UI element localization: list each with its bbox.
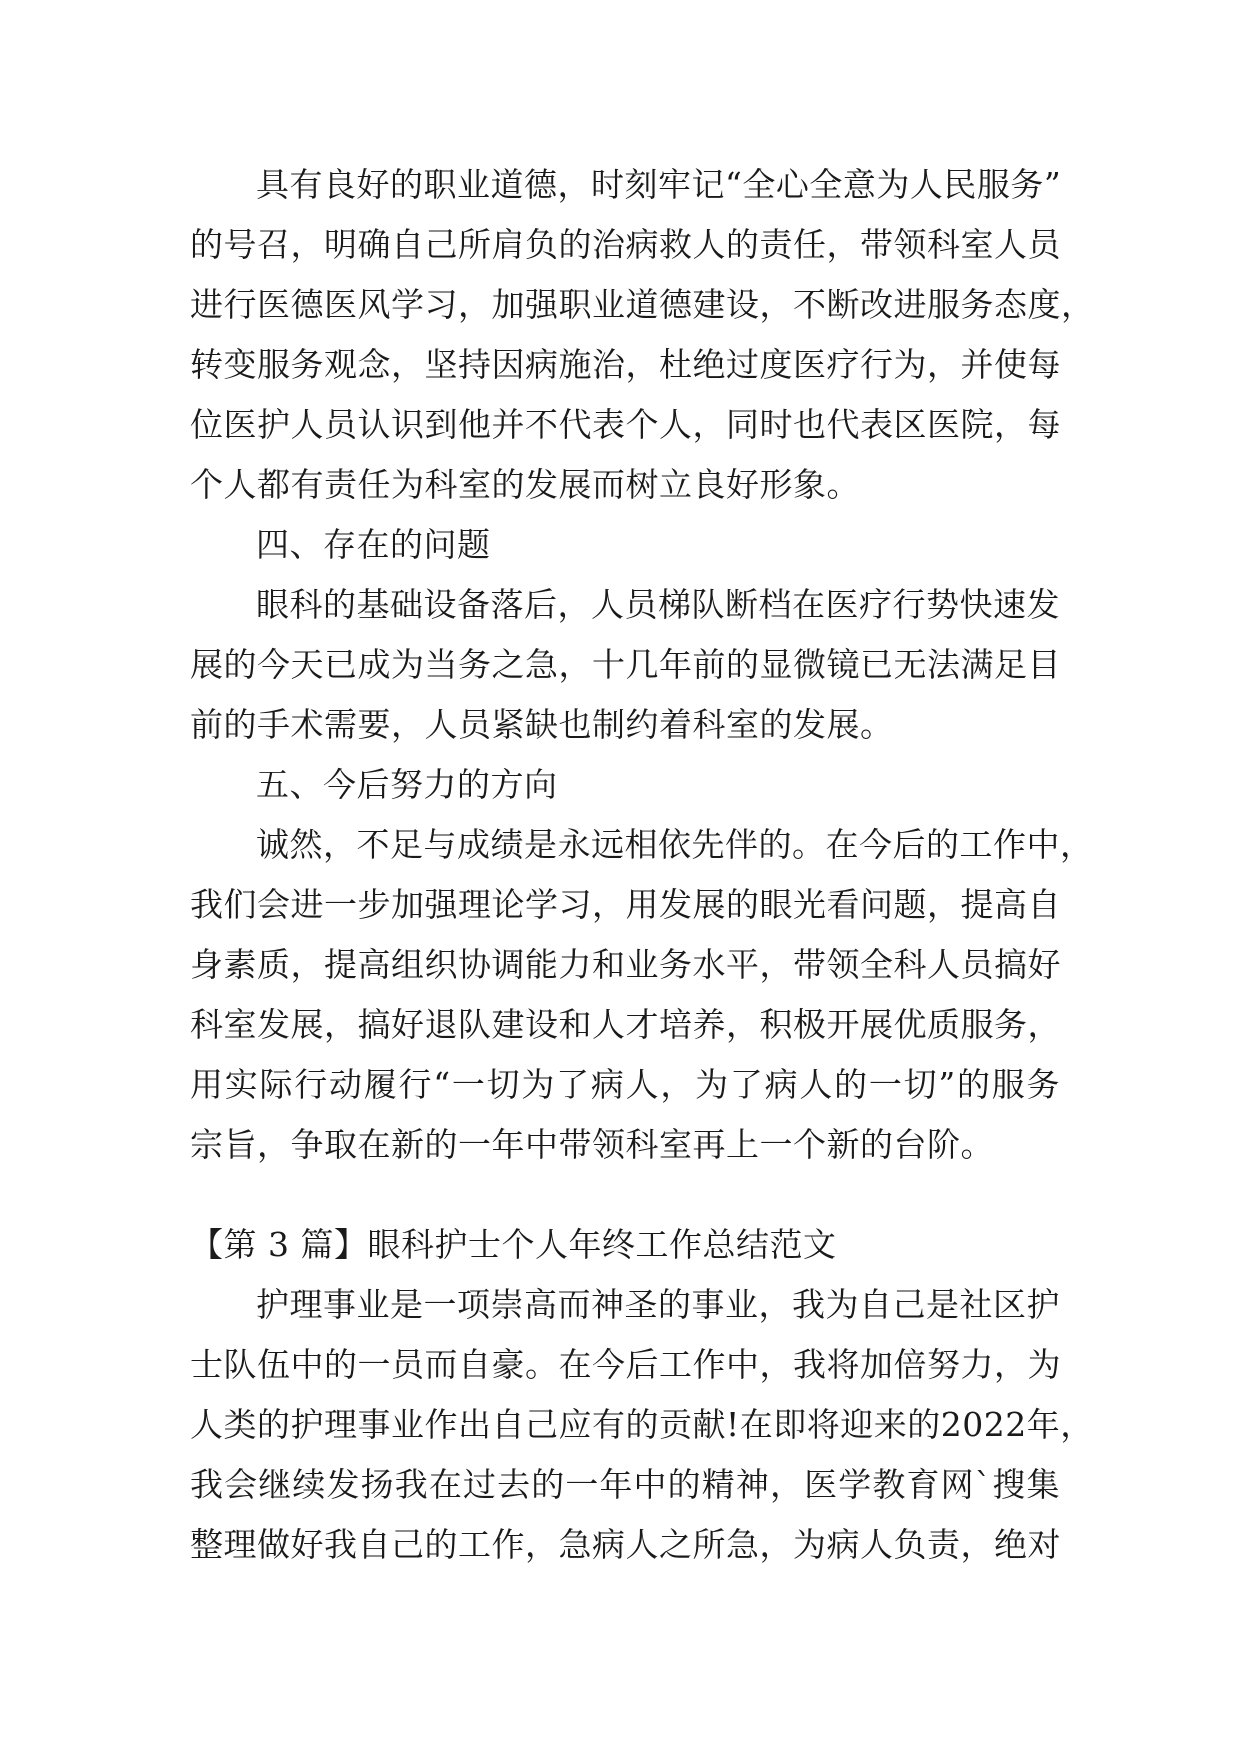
paragraph-line: 位医护人员认识到他并不代表个人，同时也代表区医院，每 xyxy=(190,405,1061,444)
paragraph-line: 整理做好我自己的工作，急病人之所急，为病人负责，绝对 xyxy=(190,1525,1061,1564)
paragraph-line: 士队伍中的一员而自豪。在今后工作中，我将加倍努力，为 xyxy=(190,1345,1061,1384)
article-title: 【第 3 篇】眼科护士个人年终工作总结范文 xyxy=(190,1225,837,1264)
paragraph-line: 科室发展，搞好退队建设和人才培养，积极开展优质服务， xyxy=(190,1005,1061,1044)
paragraph-line: 我们会进一步加强理论学习，用发展的眼光看问题，提高自 xyxy=(190,885,1061,924)
paragraph-line: 护理事业是一项崇高而神圣的事业，我为自己是社区护 xyxy=(256,1285,1060,1324)
paragraph-line: 我会继续发扬我在过去的一年中的精神，医学教育网`搜集 xyxy=(190,1465,1060,1504)
paragraph-line: 具有良好的职业道德，时刻牢记“全心全意为人民服务” xyxy=(256,165,1062,204)
paragraph-line: 转变服务观念，坚持因病施治，杜绝过度医疗行为，并使每 xyxy=(190,345,1061,384)
section-heading: 四、存在的问题 xyxy=(256,525,491,564)
paragraph-line: 用实际行动履行“一切为了病人，为了病人的一切”的服务 xyxy=(190,1065,1060,1104)
paragraph-line: 身素质，提高组织协调能力和业务水平，带领全科人员搞好 xyxy=(190,945,1061,984)
paragraph-line: 前的手术需要，人员紧缺也制约着科室的发展。 xyxy=(190,705,894,744)
section-heading: 五、今后努力的方向 xyxy=(256,765,558,804)
paragraph-line: 诚然，不足与成绩是永远相依先伴的。在今后的工作中， xyxy=(256,825,1094,864)
paragraph-line: 眼科的基础设备落后，人员梯队断档在医疗行势快速发 xyxy=(256,585,1060,624)
paragraph-line: 人类的护理事业作出自己应有的贡献!在即将迎来的2022年， xyxy=(190,1405,1094,1444)
paragraph-line: 宗旨，争取在新的一年中带领科室再上一个新的台阶。 xyxy=(190,1125,994,1164)
paragraph-line: 展的今天已成为当务之急，十几年前的显微镜已无法满足目 xyxy=(190,645,1061,684)
paragraph-line: 的号召，明确自己所肩负的治病救人的责任，带领科室人员 xyxy=(190,225,1061,264)
paragraph-line: 个人都有责任为科室的发展而树立良好形象。 xyxy=(190,465,860,504)
paragraph-line: 进行医德医风学习，加强职业道德建设，不断改进服务态度， xyxy=(190,285,1095,324)
